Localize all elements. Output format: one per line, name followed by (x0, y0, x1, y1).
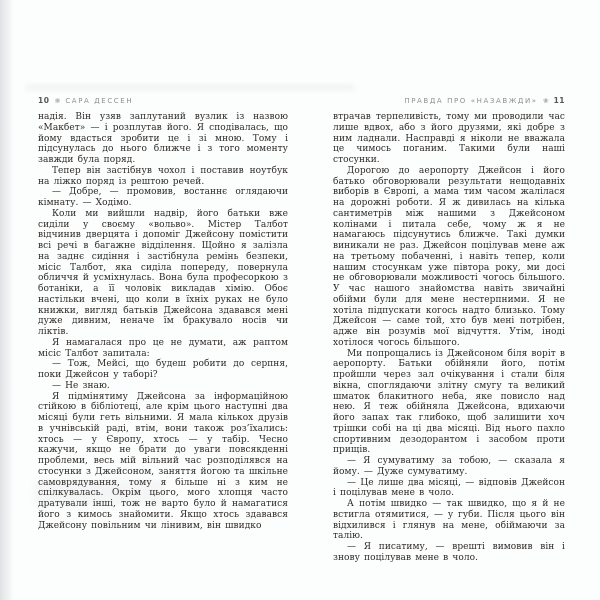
paragraph: Дорогою до аеропорту Джейсон і його батько обговорювали результати нещодавніх виборів в Європі, а мама тим часом жалілася на дорожні роботи. Я ж дивилась на кілька сантиметрів між нашими з Джейсоном колінами і питала себе, чому ж я не намагаюсь підсунутись ближче. Такі думки виникали не раз. Джейсон поцілував мене аж на третьому побаченні, і навіть тепер, коли нашим стосункам уже півтора року, ми досі не обговорювали можливості чогось більшого. У час нашого знайомства навіть звичайні обійми були для мене нестерпними. Я не хотіла підпускати когось надто близько. Тому Джейсон — саме той, хто був мені потрібен, адже він розумів мої відчуття. Утім, іноді хотілося чогось більшого. (333, 165, 565, 348)
left-page (38, 96, 288, 531)
paragraph: Я намагалася про це не думати, аж раптом місіс Талбот запитала: (38, 337, 288, 359)
paragraph: — Не знаю. (52, 380, 110, 391)
paragraph: Коли ми вийшли надвір, його батьки вже сиділи у своєму «вольво». Містер Талбот відчинив дверцята і допоміг Джейсону помістити всі речі в багажне відділення. Щойно я залізла на заднє сидіння і застібнула ремінь безпеки, місіс Талбот, яка сиділа попереду, повернула обличчя й усміхнулась. Вона була професоркою з ботаніки, а її чоловік викладав хімію. Обоє настільки вчені, що коли в їхніх руках не було книжки, вигляд батьків Джейсона здавався мені дуже дивним, неначе їм бракувало носів чи ліктів. (38, 208, 288, 337)
florette-icon: ❀ (54, 96, 61, 105)
right-page (333, 96, 565, 564)
paragraph: — Я писатиму, — врешті вимовив він і знову поцілував мене в чоло. (333, 542, 565, 563)
paragraph: Я підмінятиму Джейсона за інформаційною стійкою в бібліотеці, але крім цього наступні два місяці були геть вільними. Я мала кількох друзів в учнівській раді, втім, вони також роз’їхались: хтось — у Європу, хтось — у табір. Чесно кажучи, якщо не брати до уваги повсякденні проблеми, весь мій вільний час розподілявся на стосунки з Джейсоном, заняття йогою та шкільне самоврядування, тому я більше ні з ким не спілкувалась. Окрім цього, мого хлопця часто дратували інші, тож не варто було й намагатися його з кимось знайомити. Якщо хтось здавався Джейсону повільним чи лінивим, він швидко (38, 391, 288, 531)
left-page-number: 10 (38, 96, 50, 105)
paragraph: А потім швидко — так швидко, що я й не встигла отямитися, — у губи. Після цього він відхилився і глянув на мене, обіймаючи за талію. (333, 499, 565, 542)
right-page-number: 11 (553, 96, 565, 105)
paragraph: — Добре, — промовив, востаннє оглядаючи кімнату. — Ходімо. (38, 187, 288, 208)
author-running-title: САРА ДЕССЕН (65, 96, 134, 105)
left-running-head (38, 96, 288, 105)
paragraph: — Це лише два місяці, — відповів Джейсон і поцілував мене в чоло. (333, 477, 565, 499)
paragraph: втрачав терпеливість, тому ми проводили час лише вдвох, або з його друзями, які добре з ним ладнали. Насправді я ніколи не вважала це чимось поганим. Такими були наші стосунки. (333, 112, 565, 165)
paragraph: надія. Він узяв заплутаний вузлик із назвою «Макбет» — і розплутав його. Я сподівалась, що йому вдасться зробити це і зі мною. Тому і підсунулась до нього ближче і з того моменту завжди була поряд. (38, 112, 288, 165)
page-edge-shadow (0, 0, 14, 600)
right-page-text (333, 112, 565, 564)
right-running-head (333, 96, 565, 105)
left-page-text (38, 112, 288, 531)
paragraph: — Я сумуватиму за тобою, — сказала я йому. — Дуже сумуватиму. (333, 456, 565, 477)
paragraph: Ми попрощались із Джейсоном біля воріт в аеропорту. Батьки обійняли його, потім пройшли через зал очікування і стали біля вікна, споглядаючи злітну смугу та великий шматок блакитного неба, яке повисло над нею. Я теж обійняла Джейсона, вдихаючи його запах так глибоко, щоб залишити хоч трішки собі на ці два місяці. Від нього пахло спортивним дезодорантом і засобом проти прищів. (333, 348, 566, 456)
paragraph: Тепер він застібнув чохол і поставив ноутбук на ліжко поряд із рештою речей. (38, 165, 288, 187)
florette-icon: ❀ (542, 96, 549, 105)
chapter-running-title: ПРАВДА ПРО «НАЗАВЖДИ» (404, 96, 538, 105)
paragraph: — Тож, Мейсі, що будеш робити до серпня, поки Джейсон у таборі? (38, 359, 288, 380)
scan-artifact (25, 84, 355, 91)
